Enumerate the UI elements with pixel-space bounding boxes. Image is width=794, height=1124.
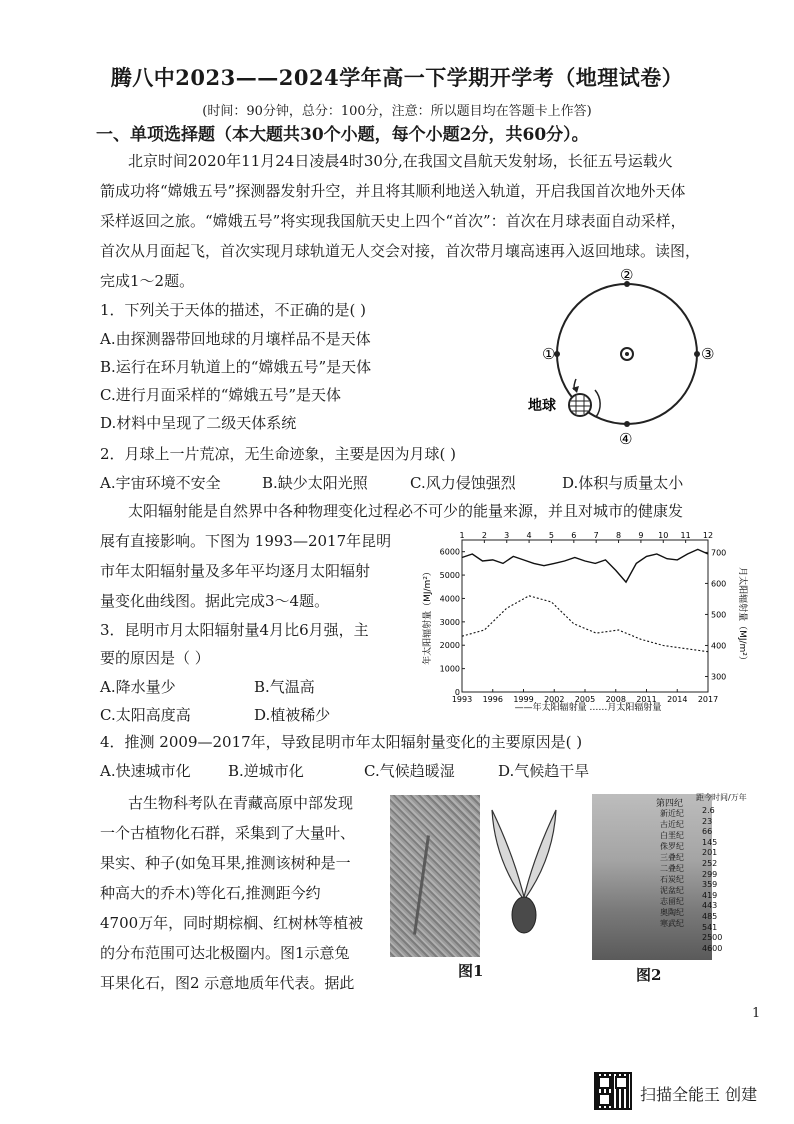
- age-value: 66: [702, 827, 713, 837]
- question-1-stem: 1．下列关于天体的描述，不正确的是( ): [100, 301, 367, 319]
- top-tick-label: 6: [571, 531, 577, 540]
- age-value: 443: [702, 901, 718, 911]
- age-value: 359: [702, 880, 718, 890]
- top-tick-label: 1: [459, 531, 465, 540]
- intro2-line: 市年太阳辐射量及多年平均逐月太阳辐射: [100, 562, 371, 580]
- age-value: 485: [702, 911, 718, 921]
- page-number: 1: [752, 1006, 761, 1021]
- top-tick-label: 9: [638, 531, 644, 540]
- age-value: 23: [702, 816, 713, 826]
- intro2-line: 量变化曲线图。据此完成3～4题。: [100, 592, 330, 610]
- chart-legend: ——年太阳辐射量 ……月太阳辐射量: [514, 703, 662, 712]
- question-3-stem: 3．昆明市月太阳辐射量4月比6月强，主: [100, 621, 369, 639]
- stratum-label: 志留纪: [660, 897, 684, 906]
- q1-option-a[interactable]: A.由探测器带回地球的月壤样品不是天体: [100, 330, 371, 348]
- q1-option-b[interactable]: B.运行在环月轨道上的“嫦娥五号”是天体: [100, 358, 372, 376]
- x-tick-label: 2002: [544, 695, 565, 704]
- age-header: 距今时间/万年: [696, 793, 747, 802]
- q2-option-d[interactable]: D.体积与质量太小: [562, 474, 684, 492]
- scanner-watermark: 扫描全能王 创建: [640, 1085, 758, 1104]
- age-value: 252: [702, 858, 718, 868]
- intro2-line: 太阳辐射能是自然界中各种物理变化过程必不可少的能量来源，并且对城市的健康发: [128, 502, 684, 520]
- orbit-label-2: ②: [620, 266, 634, 284]
- y-tick-label-left: 2000: [439, 641, 460, 651]
- y-tick-label-right: 600: [711, 579, 727, 589]
- period-label: 第四纪: [656, 799, 684, 809]
- y-tick-label-left: 1000: [439, 664, 460, 674]
- q3-option-a[interactable]: A.降水量少: [100, 678, 176, 696]
- stratum-label: 泥盆纪: [660, 886, 684, 895]
- y-tick-label-right: 700: [711, 548, 727, 558]
- intro3-line: 的分布范围可达北极圈内。图1示意兔: [100, 944, 350, 962]
- section-heading: 一、单项选择题（本大题共30个小题，每个小题2分，共60分）。: [96, 125, 589, 145]
- x-tick-label: 2011: [636, 695, 657, 704]
- x-tick-label: 1993: [451, 695, 473, 704]
- age-value: 299: [702, 869, 718, 879]
- y-axis-label-right: 月太阳辐射量（MJ/m²）: [737, 567, 747, 665]
- top-tick-label: 3: [504, 531, 510, 540]
- top-tick-label: 12: [702, 531, 714, 540]
- q4-option-b[interactable]: B.逆城市化: [228, 762, 304, 780]
- stratum-label: 古近纪: [660, 820, 684, 829]
- intro1-line: 采样返回之旅。“嫦娥五号”将实现我国航天史上四个“首次”：首次在月球表面自动采样，: [100, 212, 686, 230]
- ages-list: [702, 806, 722, 954]
- orbit-label-4: ④: [619, 430, 633, 448]
- x-tick-label: 2014: [667, 695, 688, 704]
- x-tick-label: 2008: [605, 695, 626, 704]
- intro1-line: 完成1～2题。: [100, 272, 195, 290]
- top-tick-label: 5: [548, 531, 555, 540]
- stratum-label: 奥陶纪: [660, 908, 684, 917]
- y-tick-label-right: 400: [711, 641, 727, 651]
- figure-1-caption: 图1: [458, 962, 484, 980]
- orbit-label-3: ③: [701, 345, 715, 363]
- exam-subtitle: (时间：90分钟，总分：100分，注意：所以题目均在答题卡上作答): [202, 104, 592, 119]
- stratum-label: 二叠纪: [660, 864, 684, 873]
- strata-list: [660, 808, 684, 929]
- q2-option-c[interactable]: C.风力侵蚀强烈: [410, 474, 516, 492]
- y-tick-label-left: 5000: [439, 571, 460, 581]
- intro3-line: 一个古植物化石群，采集到了大量叶、: [100, 824, 356, 842]
- figure-2-caption: 图2: [636, 966, 662, 984]
- sun-icon: [621, 348, 633, 360]
- intro1-line: 箭成功将“嫦娥五号”探测器发射升空，并且将其顺利地送入轨道，开启我国首次地外天体: [100, 182, 686, 200]
- intro2-line: 展有直接影响。下图为 1993—2017年昆明: [100, 532, 392, 550]
- q3-option-d[interactable]: D.植被稀少: [254, 706, 331, 724]
- y-tick-label-left: 3000: [439, 617, 460, 627]
- stratum-label: 石炭纪: [660, 875, 684, 884]
- q3-option-b[interactable]: B.气温高: [254, 678, 315, 696]
- exam-title: 腾八中2023——2024学年高一下学期开学考（地理试卷）: [110, 65, 684, 90]
- question-3-stem-cont: 要的原因是（ ）: [100, 649, 210, 667]
- fossil-photo: [390, 795, 480, 957]
- intro3-line: 耳果化石，图2 示意地质年代表。据此: [100, 974, 355, 992]
- series-line-monthly: [462, 596, 708, 652]
- intro3-line: 4700万年，同时期棕榈、红树林等植被: [100, 914, 364, 932]
- intro3-line: 古生物科考队在青藏高原中部发现: [128, 794, 354, 812]
- y-tick-label-right: 300: [711, 672, 727, 682]
- q2-option-b[interactable]: B.缺少太阳光照: [262, 474, 368, 492]
- stratum-label: 侏罗纪: [660, 842, 684, 851]
- y-tick-label-left: 4000: [439, 594, 460, 604]
- x-tick-label: 2005: [574, 695, 596, 704]
- age-value: 201: [702, 848, 718, 858]
- top-tick-label: 4: [526, 531, 532, 540]
- rotation-arrow-icon: [595, 390, 600, 417]
- series-line-annual: [462, 549, 708, 582]
- age-value: 4600: [702, 943, 723, 953]
- age-value: 2.6: [702, 806, 715, 815]
- orbit-diagram: [520, 262, 730, 452]
- intro1-line: 北京时间2020年11月24日凌晨4时30分,在我国文昌航天发射场，长征五号运载火: [128, 152, 673, 170]
- q4-option-a[interactable]: A.快速城市化: [100, 762, 191, 780]
- y-axis-label-left: 年太阳辐射量（MJ/m²）: [423, 567, 433, 665]
- age-value: 145: [702, 837, 718, 847]
- stratum-label: 白垩纪: [660, 831, 684, 840]
- earth-icon: [569, 394, 591, 416]
- q2-option-a[interactable]: A.宇宙环境不安全: [100, 474, 221, 492]
- stratum-label: 三叠纪: [660, 853, 684, 862]
- top-tick-label: 2: [481, 531, 487, 540]
- q3-option-c[interactable]: C.太阳高度高: [100, 706, 191, 724]
- q1-option-c[interactable]: C.进行月面采样的“嫦娥五号”是天体: [100, 386, 342, 404]
- age-value: 2500: [702, 933, 723, 943]
- intro1-line: 首次从月面起飞，首次实现月球轨道无人交会对接，首次带月壤高速再入返回地球。读图，: [100, 242, 701, 260]
- question-4-stem: 4．推测 2009—2017年，导致昆明市年太阳辐射量变化的主要原因是( ): [100, 733, 583, 751]
- question-2-stem: 2．月球上一片荒凉，无生命迹象，主要是因为月球( ): [100, 445, 457, 463]
- fossil-drawing: [486, 805, 562, 945]
- stratum-label: 新近纪: [660, 809, 684, 818]
- y-tick-label-left: 6000: [439, 547, 460, 557]
- top-tick-label: 7: [593, 531, 599, 540]
- geologic-column: [592, 794, 712, 960]
- age-value: 541: [702, 922, 718, 932]
- q4-option-d[interactable]: D.气候趋干旱: [498, 762, 590, 780]
- q4-option-c[interactable]: C.气候趋暖湿: [364, 762, 455, 780]
- plot-frame: [462, 540, 708, 692]
- intro3-line: 种高大的乔木)等化石,推测距今约: [100, 884, 321, 902]
- intro3-line: 果实、种子(如兔耳果,推测该树种是一: [100, 854, 351, 872]
- y-tick-label-right: 500: [711, 610, 727, 620]
- q1-option-d[interactable]: D.材料中呈现了二级天体系统: [100, 414, 297, 432]
- y-tick-label-left: 0: [454, 688, 460, 697]
- top-tick-label: 11: [680, 531, 691, 540]
- qr-code-icon: [596, 1074, 630, 1108]
- earth-label: 地球: [528, 398, 556, 414]
- x-tick-label: 2017: [697, 695, 719, 704]
- top-tick-label: 8: [615, 531, 622, 540]
- stratum-label: 寒武纪: [660, 919, 684, 928]
- age-value: 419: [702, 890, 718, 900]
- top-tick-label: 10: [658, 531, 669, 540]
- orbit-label-1: ①: [542, 345, 556, 363]
- x-tick-label: 1996: [482, 695, 503, 704]
- x-tick-label: 1999: [513, 695, 534, 704]
- solar-radiation-chart: [418, 530, 748, 712]
